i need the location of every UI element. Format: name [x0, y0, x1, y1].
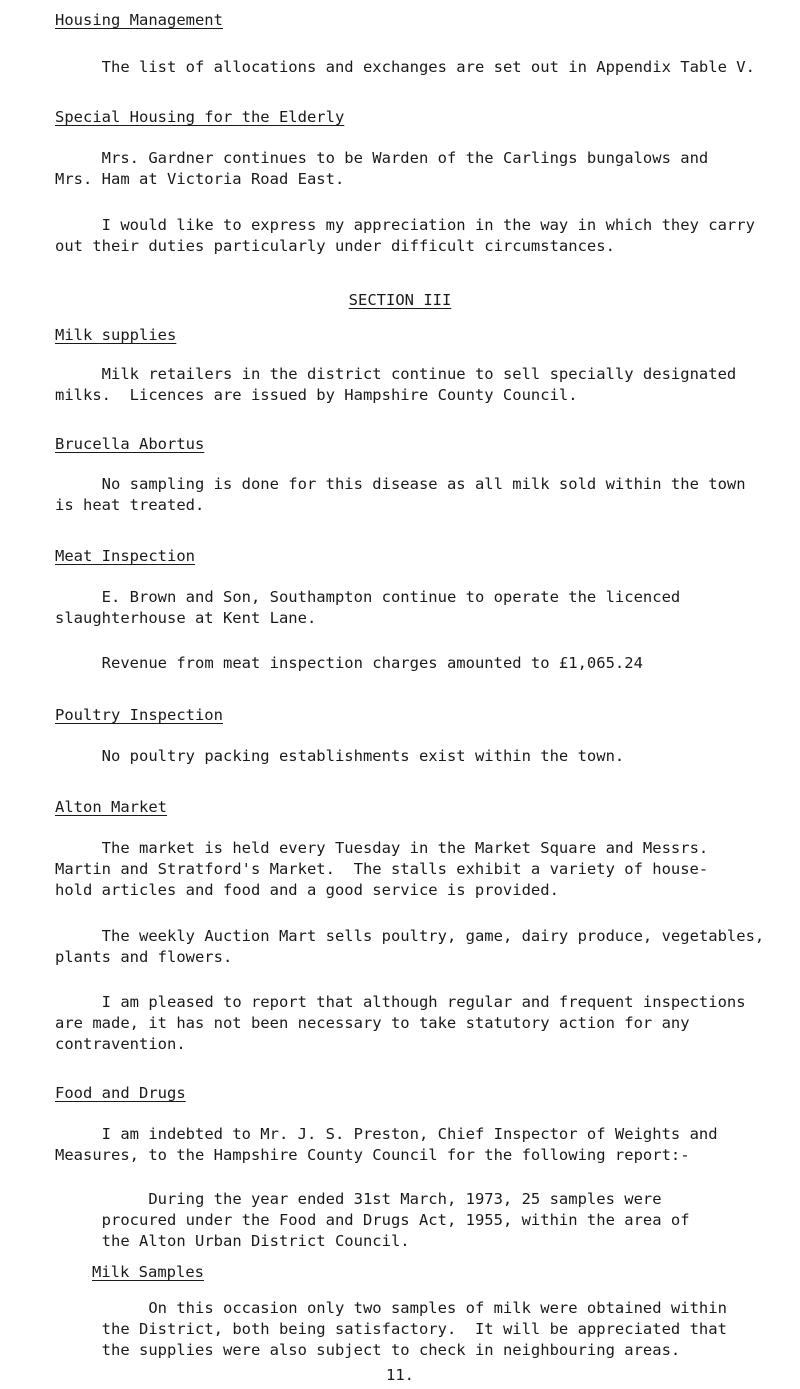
poultry-inspection-text: No poultry packing establishments exist within the town.	[55, 747, 625, 765]
alton-market-heading: Alton Market	[55, 798, 167, 816]
housing-management-text: The list of allocations and exchanges are set out in Appendix Table V.	[55, 58, 755, 76]
milk-supplies-text: Milk retailers in the district continue to sell specially designated milks. Licences are issued by Hampshire County Council.	[55, 365, 737, 404]
poultry-inspection-heading: Poultry Inspection	[55, 706, 223, 724]
food-drugs-heading: Food and Drugs	[55, 1084, 186, 1102]
alton-market-para-1: The market is held every Tuesday in the Market Square and Messrs. Martin and Stratford's Market. The stalls exhibit a variety of house- hold articles and food and a good service is provided.	[55, 839, 709, 899]
meat-inspection-para-1: E. Brown and Son, Southampton continue to operate the licenced slaughterhouse at Kent Lane.	[55, 588, 681, 627]
milk-samples-text: On this occasion only two samples of milk were obtained within the District, both being satisfactory. It will be appreciated that the supplies were also subject to check in neighbouring areas.	[101, 1299, 727, 1359]
special-housing-heading: Special Housing for the Elderly	[55, 108, 345, 126]
meat-inspection-heading: Meat Inspection	[55, 547, 195, 565]
special-housing-para-2: I would like to express my appreciation in the way in which they carry out their duties particularly under difficult circumstances.	[55, 216, 755, 255]
meat-inspection-para-2: Revenue from meat inspection charges amounted to £1,065.24	[55, 654, 643, 672]
brucella-text: No sampling is done for this disease as all milk sold within the town is heat treated.	[55, 475, 746, 514]
milk-supplies-heading: Milk supplies	[55, 326, 177, 344]
food-drugs-para-1: I am indebted to Mr. J. S. Preston, Chief Inspector of Weights and Measures, to the Hampshire County Council for the following report:-	[55, 1125, 718, 1164]
milk-samples-heading: Milk Samples	[92, 1263, 204, 1281]
brucella-heading: Brucella Abortus	[55, 435, 205, 453]
page-number: 11.	[386, 1366, 414, 1384]
section-title: SECTION III	[348, 291, 452, 309]
special-housing-para-1: Mrs. Gardner continues to be Warden of the Carlings bungalows and Mrs. Ham at Victoria Road East.	[55, 149, 709, 188]
alton-market-para-3: I am pleased to report that although regular and frequent inspections are made, it has not been necessary to take statutory action for any contravention.	[55, 993, 746, 1053]
housing-management-heading: Housing Management	[55, 11, 223, 29]
food-drugs-para-2: During the year ended 31st March, 1973, 25 samples were procured under the Food and Drugs Act, 1955, within the area of the Alton Urban District Council.	[101, 1190, 690, 1250]
alton-market-para-2: The weekly Auction Mart sells poultry, game, dairy produce, vegetables, plants and flowers.	[55, 927, 765, 966]
